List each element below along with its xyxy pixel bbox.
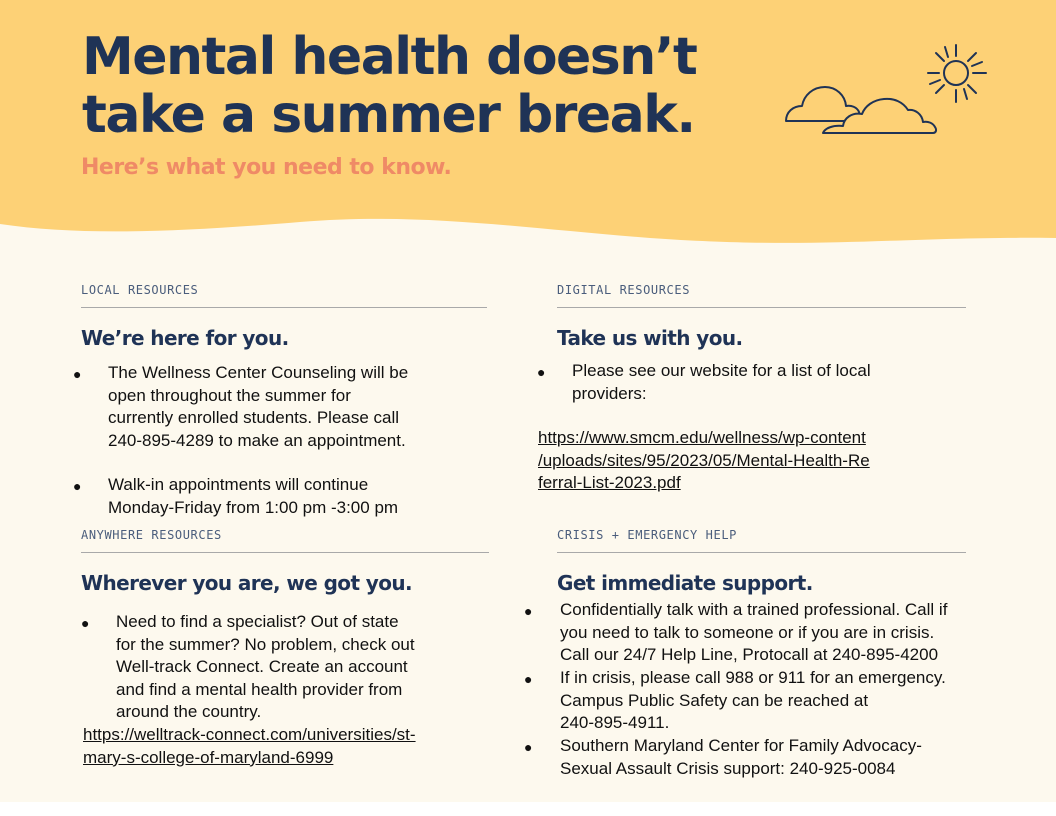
section-heading: We’re here for you. [81,326,289,350]
bullet-icon: ● [73,366,82,382]
bullet-icon: ● [524,739,533,755]
crisis-help-section [557,528,966,595]
bullet-icon: ● [524,603,533,619]
page-title [82,28,696,144]
local-resources-section [81,283,487,350]
bullet-icon: ● [524,671,533,687]
title-line-2: take a summer break. [82,85,695,145]
list-item: If in crisis, please call 988 or 911 for an emergency. Campus Public Safety can be reached at 240-895-4911. [560,668,946,732]
section-label: ANYWHERE RESOURCES [81,528,489,553]
anywhere-resources-section [81,528,489,595]
section-label: CRISIS + EMERGENCY HELP [557,528,966,553]
section-heading: Get immediate support. [557,571,813,595]
sun-icon [928,45,986,102]
section-label: DIGITAL RESOURCES [557,283,966,308]
bullet-icon: ● [81,615,90,631]
list-item: Need to find a specialist? Out of state for the summer? No problem, check out Well-track Connect. Create an account and find a mental health provider from around the country. [116,612,415,721]
title-line-1: Mental health doesn’t [82,27,697,87]
section-heading: Wherever you are, we got you. [81,571,412,595]
list-item: The Wellness Center Counseling will be open throughout the summer for currently enrolled students. Please call 240-895-4289 to make an appointment. [108,363,409,450]
clouds-icon [786,87,936,133]
digital-resources-section [557,283,966,350]
bullet-icon: ● [73,478,82,494]
welltrack-link[interactable]: https://welltrack-connect.com/universities/st- mary-s-college-of-maryland-6999 [83,725,416,767]
list-item: Southern Maryland Center for Family Advocacy- Sexual Assault Crisis support: 240-925-0084 [560,736,922,778]
section-heading: Take us with you. [557,326,743,350]
referral-list-link[interactable]: https://www.smcm.edu/wellness/wp-content /uploads/sites/95/2023/05/Mental-Health-Re ferral-List-2023.pdf [538,428,870,492]
list-item: Walk-in appointments will continue Monday-Friday from 1:00 pm -3:00 pm [108,475,399,517]
list-item: Please see our website for a list of local providers: [572,361,871,403]
bullet-icon: ● [537,364,546,380]
page-subtitle: Here’s what you need to know. [81,155,452,180]
list-item: Confidentially talk with a trained professional. Call if you need to talk to someone or if you are in crisis. Call our 24/7 Help Line, Protocall at 240-895-4200 [560,600,948,664]
weather-decoration [780,40,995,140]
section-label: LOCAL RESOURCES [81,283,487,308]
